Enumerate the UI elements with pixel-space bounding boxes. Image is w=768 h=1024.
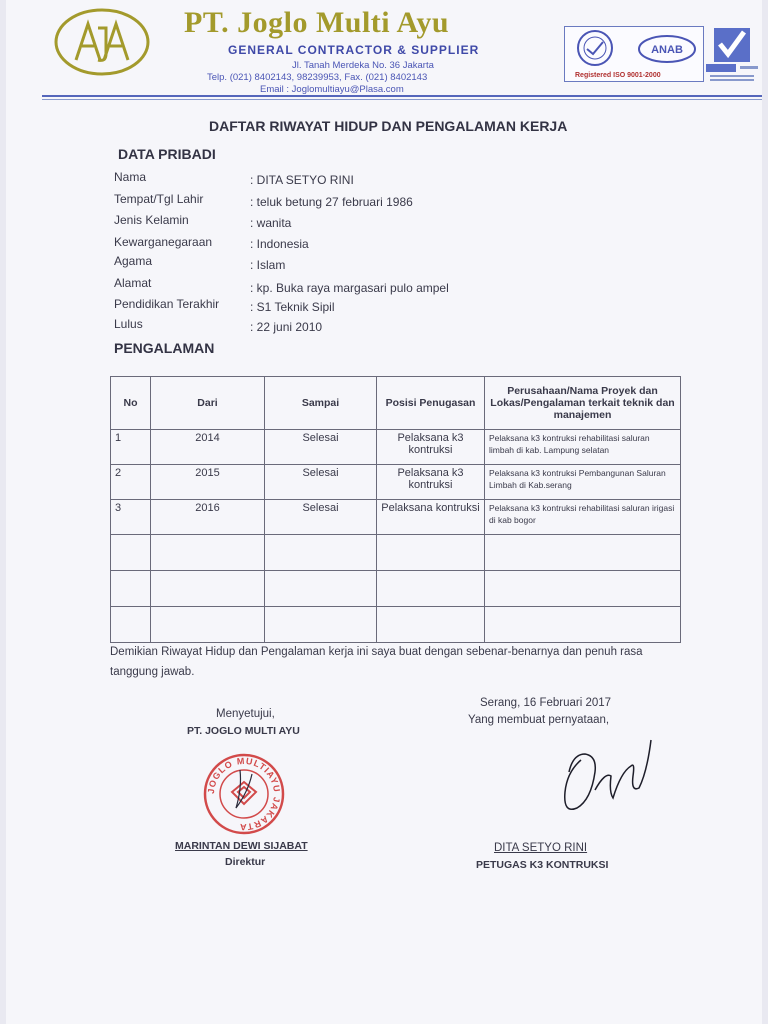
field-value-ttl: : teluk betung 27 februari 1986 xyxy=(250,195,413,209)
approval-company: PT. JOGLO MULTI AYU xyxy=(187,725,300,737)
header-sampai: Sampai xyxy=(265,377,377,430)
field-value-agama: : Islam xyxy=(250,258,286,272)
field-label-lulus: Lulus xyxy=(114,317,143,331)
cell-sampai: Selesai xyxy=(265,430,377,465)
approver-role: Direktur xyxy=(225,856,266,868)
experience-table xyxy=(110,376,681,643)
company-name: PT. Joglo Multi Ayu xyxy=(184,6,450,39)
closing-statement: Demikian Riwayat Hidup dan Pengalaman kerja ini saya buat dengan sebenar-benarnya dan penuh rasa tanggung jawab. xyxy=(110,646,643,678)
cell-no: 3 xyxy=(111,500,151,535)
place-date: Serang, 16 Februari 2017 xyxy=(480,697,612,709)
field-value-kelamin: : wanita xyxy=(250,216,292,230)
cell-sampai: Selesai xyxy=(265,465,377,500)
cell-proyek: Pelaksana k3 kontruksi rehabilitasi saluran irigasi di kab bogor xyxy=(485,500,681,535)
declarant-intro: Yang membuat pernyataan, xyxy=(468,714,610,726)
company-subtitle: GENERAL CONTRACTOR & SUPPLIER xyxy=(228,43,480,57)
cell-dari: 2015 xyxy=(151,465,265,500)
cell-no: 2 xyxy=(111,465,151,500)
svg-text:ANAB: ANAB xyxy=(651,44,683,56)
company-stamp-icon xyxy=(202,752,286,836)
field-label-kelamin: Jenis Kelamin xyxy=(114,213,189,227)
table-row-empty xyxy=(111,571,681,607)
personal-section-title: DATA PRIBADI xyxy=(118,146,216,162)
field-value-lulus: : 22 juni 2010 xyxy=(250,320,323,334)
field-label-kewarganegaraan: Kewarganegaraan xyxy=(114,235,213,249)
header-divider-thin xyxy=(42,99,762,100)
table-row xyxy=(111,465,681,500)
handwritten-signature-icon xyxy=(551,732,661,818)
header-dari: Dari xyxy=(151,377,265,430)
table-row xyxy=(111,430,681,465)
header-no: No xyxy=(111,377,151,430)
cell-posisi: Pelaksana kontruksi xyxy=(377,500,485,535)
anab-badge-icon xyxy=(637,33,697,65)
document-page xyxy=(6,0,762,1024)
table-row xyxy=(111,500,681,535)
field-value-alamat: : kp. Buka raya margasari pulo ampel xyxy=(250,281,449,295)
cell-posisi: Pelaksana k3 kontruksi xyxy=(377,430,485,465)
svg-text:JOGLO MULTIAYU JAKARTA xyxy=(206,756,282,832)
approval-intro: Menyetujui, xyxy=(216,708,275,720)
company-logo-icon xyxy=(54,8,150,76)
company-telephone: Telp. (021) 8402143, 98239953, Fax. (021) 8402143 xyxy=(207,72,428,83)
cell-dari: 2016 xyxy=(151,500,265,535)
field-label-agama: Agama xyxy=(114,254,153,268)
field-value-nama: : DITA SETYO RINI xyxy=(250,173,354,187)
field-value-kewarganegaraan: : Indonesia xyxy=(250,237,309,251)
cell-proyek: Pelaksana k3 kontruksi Pembangunan Saluran Limbah di Kab.serang xyxy=(485,465,681,500)
header-posisi: Posisi Penugasan xyxy=(377,377,485,430)
field-label-ttl: Tempat/Tgl Lahir xyxy=(114,192,204,206)
cell-proyek: Pelaksana k3 kontruksi rehabilitasi saluran limbah di kab. Lampung selatan xyxy=(485,430,681,465)
certification-label: Registered ISO 9001-2000 xyxy=(575,72,661,79)
header-divider xyxy=(42,95,762,97)
company-address: Jl. Tanah Merdeka No. 36 Jakarta xyxy=(292,60,434,71)
certification-box xyxy=(564,26,704,82)
experience-section-title: PENGALAMAN xyxy=(114,340,215,356)
approver-name: MARINTAN DEWI SIJABAT xyxy=(175,840,308,852)
field-label-pendidikan: Pendidikan Terakhir xyxy=(114,297,220,311)
field-value-pendidikan: : S1 Teknik Sipil xyxy=(250,300,335,314)
cell-dari: 2014 xyxy=(151,430,265,465)
field-label-nama: Nama xyxy=(114,170,147,184)
table-header-row xyxy=(111,377,681,430)
checkmark-certificate-icon xyxy=(706,26,760,84)
document-title: DAFTAR RIWAYAT HIDUP DAN PENGALAMAN KERJA xyxy=(209,118,568,134)
table-row-empty xyxy=(111,535,681,571)
cell-sampai: Selesai xyxy=(265,500,377,535)
declarant-role: PETUGAS K3 KONTRUKSI xyxy=(476,859,609,871)
icrs-seal-icon xyxy=(573,29,617,67)
company-email: Email : Joglomultiayu@Plasa.com xyxy=(260,84,404,95)
cell-no: 1 xyxy=(111,430,151,465)
declarant-name: DITA SETYO RINI xyxy=(494,842,588,854)
table-row-empty xyxy=(111,607,681,643)
cell-posisi: Pelaksana k3 kontruksi xyxy=(377,465,485,500)
field-label-alamat: Alamat xyxy=(114,276,152,290)
stamp-text: JOGLO MULTIAYU JAKARTA xyxy=(205,755,283,833)
header-proyek: Perusahaan/Nama Proyek dan Lokas/Pengalaman terkait teknik dan manajemen xyxy=(485,377,681,430)
